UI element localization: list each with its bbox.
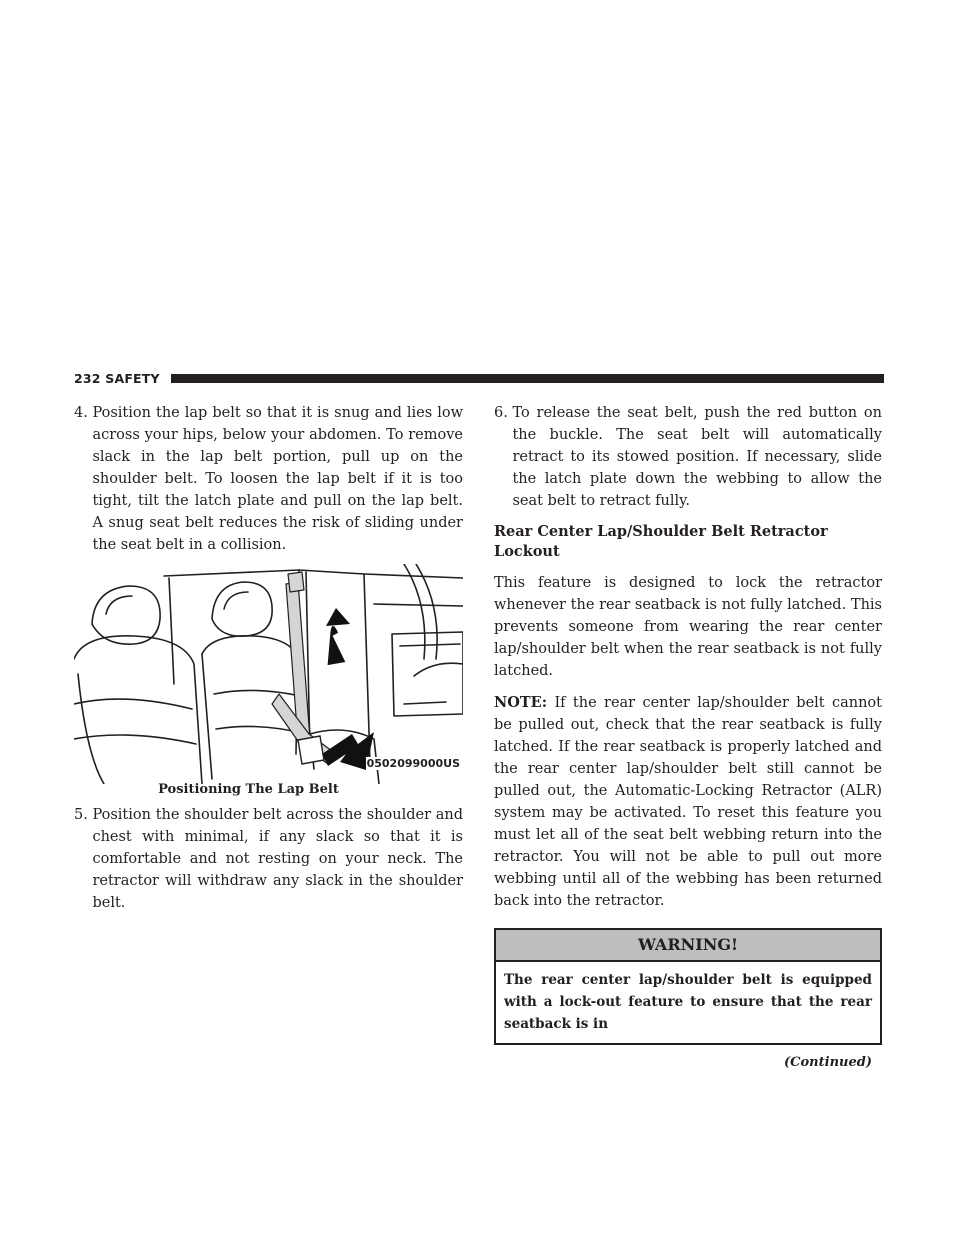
note-text: If the rear center lap/shoulder belt cannot be pulled out, check that the rear seatback is fully latched. If the rear seatback is properly latched and the rear center lap/shoulder belt still cannot be pulled out, the Automatic-Locking Retractor (ALR) system may be activated. To reset this feature you must let all of the seat belt webbing return into the retractor. You will not be able to pull out more webbing until all of the webbing has been returned back into the retractor. bbox=[494, 695, 882, 909]
note-label: NOTE: bbox=[494, 694, 548, 711]
warning-body: The rear center lap/shoulder belt is equipped with a lock-out feature to ensure that the rear seatback is in bbox=[504, 972, 872, 1032]
list-item-6 bbox=[494, 402, 882, 512]
warning-box bbox=[494, 928, 882, 1045]
lockout-paragraph: This feature is designed to lock the retractor whenever the rear seatback is not fully latched. This prevents someone from wearing the rear center lap/shoulder belt when the rear seatback is not fully latched. bbox=[494, 575, 882, 679]
right-column bbox=[494, 402, 882, 1070]
section-heading: Rear Center Lap/Shoulder Belt Retractor Lockout bbox=[494, 523, 828, 560]
figure-lap-belt bbox=[74, 564, 463, 784]
figure-code: 0502099000US bbox=[366, 757, 460, 770]
page-header bbox=[74, 372, 884, 386]
list-text: Position the lap belt so that it is snug and lies low across your hips, below your abdomen. To remove slack in the lap belt portion, pull up on the shoulder belt. To loosen the lap belt if it is too tight, tilt the latch plate and pull on the lap belt. A snug seat belt reduces the risk of sliding under the seat belt in a collision. bbox=[92, 405, 463, 553]
page-number-section: 232 SAFETY bbox=[74, 371, 160, 386]
left-column bbox=[74, 402, 463, 914]
header-rule bbox=[171, 374, 884, 383]
seat-belt-illustration bbox=[74, 564, 463, 784]
list-item-4 bbox=[74, 402, 463, 556]
list-item-5 bbox=[74, 804, 463, 914]
list-text: Position the shoulder belt across the shoulder and chest with minimal, if any slack so that it is comfortable and not resting on your neck. The retractor will withdraw any slack in the shoulder belt. bbox=[92, 807, 463, 911]
note-paragraph bbox=[494, 692, 882, 912]
list-text: To release the seat belt, push the red button on the buckle. The seat belt will automatically retract to its stowed position. If necessary, slide the latch plate down the webbing to allow the seat belt to retract fully. bbox=[512, 405, 882, 509]
warning-title: WARNING! bbox=[496, 930, 880, 962]
list-number: 6. bbox=[494, 405, 513, 421]
list-number: 5. bbox=[74, 807, 93, 823]
list-number: 4. bbox=[74, 405, 93, 421]
continued-label: (Continued) bbox=[784, 1055, 872, 1070]
figure-caption: Positioning The Lap Belt bbox=[158, 782, 339, 797]
